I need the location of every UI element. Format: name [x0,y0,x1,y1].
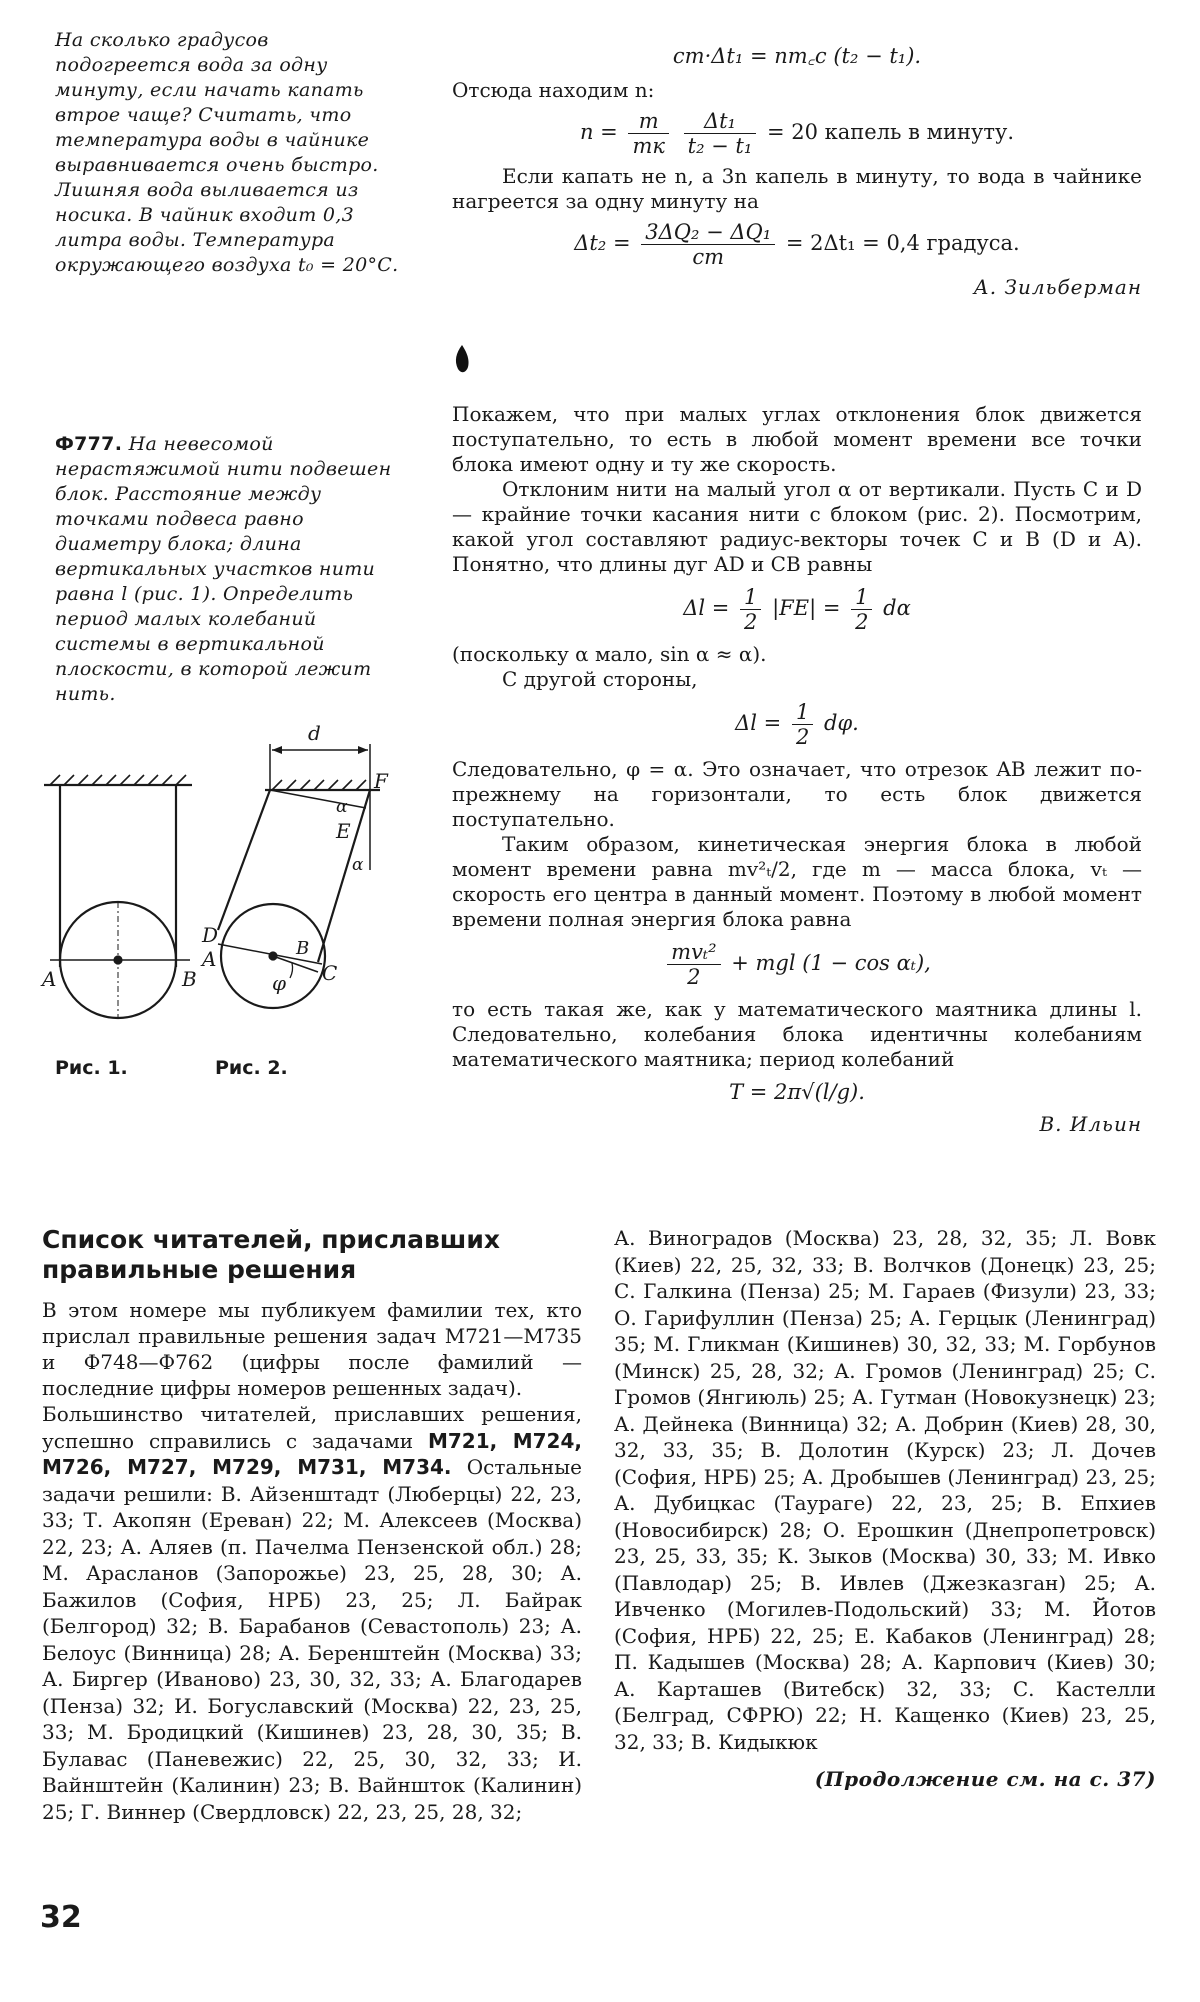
f3-rhs: + mgl (1 − cos αₜ), [731,951,931,975]
f1-a: 1 [740,585,761,610]
problem-statement-2 [55,432,400,707]
n-formula [452,109,1142,158]
dt-num: 3ΔQ₂ − ΔQ₁ [641,220,775,245]
n-den2: t₂ − t₁ [687,134,753,158]
author-ilin: В. Ильин [1039,1112,1142,1136]
f1-mid: |FE| = [772,596,841,620]
f2-rhs: dφ. [824,711,859,735]
problem-2-label: Ф777. [55,433,123,455]
solution-1 [452,42,1142,299]
dt-rhs: = 2Δt₁ = 0,4 градуса. [785,231,1020,255]
label-B-fig1: B [182,967,197,991]
readers-intro-2a: Большинство читателей, приславших решения, успешно справились с задачами [42,1402,582,1453]
readers-intro: В этом номере мы публикуем фамилии тех, кто прислал правильные решения задач М721—М735 и Ф748—Ф762 (цифры после фамилий — последние цифры номеров решенных задач). [42,1298,582,1400]
f3-den: 2 [687,965,701,989]
sol2-para-5: Следовательно, φ = α. Это означает, что отрезок AB лежит по-прежнему на горизонтали, то есть блок движется поступательно. [452,757,1142,831]
f2-frac [792,700,813,749]
heat-balance-equation: cm·Δt₁ = nm꜀c (t₂ − t₁). [672,44,922,68]
readers-list-right: А. Виноградов (Москва) 23, 28, 32, 35; Л. Вовк (Киев) 22, 25, 32, 33; В. Волчков (Донецк) 23, 25; С. Галкина (Пенза) 25; М. Гараев (Физули) 23, 33; О. Гарифуллин (Пенза) 25; А. Герцык (Ленинград) 35; М. Гликман (Кишинев) 30, 32, 33; М. Горбунов (Минск) 25, 28, 32; А. Громов (Ленинград) 25; С. Громов (Янгиюль) 25; А. Гутман (Новокузнецк) 23; А. Дейнека (Винница) 32; А. Добрин (Киев) 28, 30, 32, 33, 35; В. Долотин (Курск) 23; Л. Дочев (София, НРБ) 25; А. Дробышев (Ленинград) 23, 25; А. Дубицкас (Таураге) 22, 23, 25; В. Епхиев (Новосибирск) 28; О. Ерошкин (Днепропетровск) 23, 25, 33, 35; К. Зыков (Москва) 30, 33; М. Ивко (Павлодар) 25; В. Ивлев (Джезказган) 25; А. Ивченко (Могилев-Подольский) 33; М. Йотов (София, НРБ) 22, 25; Е. Кабаков (Ленинград) 28; П. Кадышев (Москва) 28; А. Карпович (Киев) 30; А. Карташев (Витебск) 32, 33; С. Кастелли (Белград, СФРЮ) 22; Н. Кащенко (Киев) 23, 25, 32, 33; В. Кидыкюк [614,1226,1156,1754]
arc-length-formula-1 [452,585,1142,634]
n-den1: mк [632,134,665,158]
readers-intro-2 [42,1401,582,1825]
label-alpha-top: α [336,797,348,817]
dt-den: cm [692,245,725,269]
f2-lhs: Δl = [735,711,782,735]
caption-fig-1: Рис. 1. [55,1057,128,1079]
f3-frac [667,940,720,989]
sol2-para-2: Отклоним нити на малый угол α от вертикали. Пусть C и D — крайние точки касания нити с блоком (рис. 2). Посмотрим, какой угол составляют радиус-векторы точек C и B (D и A). Понятно, что длины дуг AD и CB равны [452,477,1142,576]
arc-length-formula-2 [452,700,1142,749]
sol2-para-6: Таким образом, кинетическая энергия блока в любой момент времени равна mv²ₜ/2, где m — масса блока, vₜ — скорость его центра в данный момент. Поэтому в любой момент времени полная энергия блока равна [452,832,1142,931]
dt-lhs: Δt₂ = [574,231,631,255]
problem-statement-1 [55,28,400,278]
label-A-fig2: A [202,947,217,971]
label-C: C [322,961,338,985]
n-num1: m [628,109,668,134]
readers-right-column [614,1225,1156,1791]
f1-lhs: Δl = [683,596,730,620]
f1-d: 2 [855,610,869,634]
label-A-fig1: A [42,967,57,991]
solution-2 [452,402,1142,1136]
author-zilberman: А. Зильберман [973,275,1142,299]
label-E: E [336,819,351,843]
sol2-para-7: то есть такая же, как у математического маятника длины l. Следовательно, колебания блока идентичны колебаниям математического маятника; период колебаний [452,997,1142,1071]
label-alpha-side: α [352,855,364,875]
page-number: 32 [40,1900,82,1935]
label-B-fig2: B [296,938,310,959]
label-F: F [374,769,388,793]
dt2-formula [452,220,1142,269]
caption-fig-2: Рис. 2. [215,1057,288,1079]
f3-num: mvₜ² [667,940,720,965]
f2-b: 2 [795,725,810,749]
label-D: D [202,923,219,947]
solved-by-most: М721, М724, М726, М727, М729, М731, М734. [42,1428,582,1479]
readers-intro-2c: Остальные задачи решили: [42,1455,583,1506]
f1-frac-b [851,585,872,634]
f1-c: 1 [851,585,872,610]
fraction-dt [684,109,757,158]
sol2-para-3: (поскольку α мало, sin α ≈ α). [452,642,767,666]
triple-rate-paragraph: Если капать не n, а 3n капель в минуту, то вода в чайнике нагреется за одну минуту на [452,164,1142,213]
find-n-text: Отсюда находим n: [452,78,655,102]
n-lhs: n = [579,120,618,144]
n-rhs: = 20 капель в минуту. [766,120,1015,144]
readers-list-left: В. Айзенштадт (Люберцы) 22, 23, 33; Т. Акопян (Ереван) 22; М. Алексеев (Москва) 22, 23; А. Аляев (п. Пачелма Пензенской обл.) 28; М. Арасланов (Запорожье) 23, 25, 28, 30; А. Бажилов (София, НРБ) 23, 25; Л. Байрак (Белгород) 32; В. Барабанов (Севастополь) 23; А. Белоус (Винница) 28; А. Беренштейн (Москва) 33; А. Биргер (Иваново) 23, 30, 32, 33; А. Благодарев (Пенза) 32; И. Богуславский (Москва) 22, 23, 25, 33; М. Бродицкий (Кишинев) 23, 28, 30, 35; В. Булавас (Паневежис) 22, 25, 30, 32, 33; И. Вайнштейн (Калинин) 23; В. Вайншток (Калинин) 25; Г. Виннер (Свердловск) 22, 23, 25, 28, 32; [42,1481,582,1824]
label-phi: φ [272,971,287,995]
energy-formula [452,940,1142,989]
continued-note: (Продолжение см. на с. 37) [814,1767,1156,1791]
f2-a: 1 [792,700,813,725]
f1-rhs: dα [883,596,911,620]
sol2-para-1: Покажем, что при малых углах отклонения блок движется поступательно, то есть в любой момент времени все точки блока имеют одну и ту же скорость. [452,402,1142,476]
period-formula: T = 2π√(l/g). [729,1080,865,1104]
f1-frac-a [740,585,761,634]
n-num2: Δt₁ [684,109,757,134]
sol2-para-4: С другой стороны, [502,667,698,691]
problem-1-text: На сколько градусов подогреется вода за одну минуту, если начать капать втрое чаще? Считать, что температура воды в чайнике выравнивается очень быстро. Лишняя вода выливается из носика. В чайник входит 0,3 литра воды. Температура окружающего воздуха t₀ = 20°С. [55,29,399,276]
problem-2-text: На невесомой нерастяжимой нити подвешен блок. Расстояние между точками подвеса равно диаметру блока; длина вертикальных участков нити равна l (рис. 1). Определить период малых колебаний системы в вертикальной плоскости, в которой лежит нить. [55,433,392,705]
figures-pendulum [40,720,420,1050]
fraction-dq [641,220,775,269]
readers-title: Список читателей, приславших правильные решения [42,1225,500,1284]
label-d: d [308,721,321,745]
ink-blot-marker [452,343,472,377]
readers-left-column [42,1225,582,1825]
f1-b: 2 [744,610,758,634]
fraction-m [628,109,668,158]
